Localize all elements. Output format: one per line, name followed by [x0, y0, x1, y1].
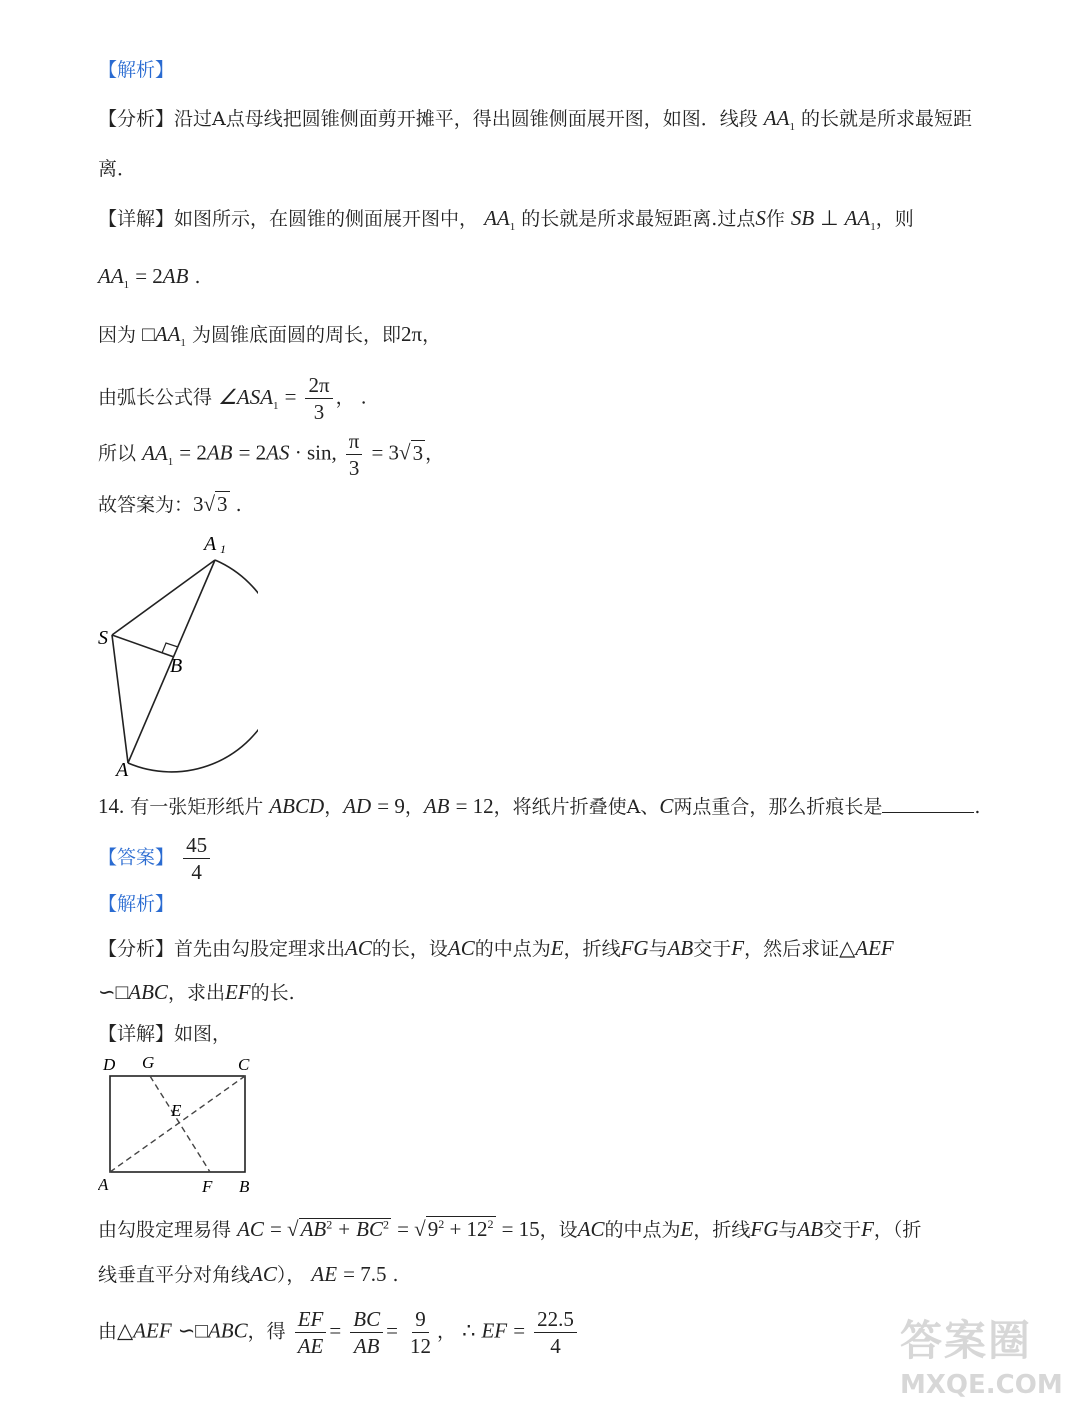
fold-line-FG — [150, 1076, 210, 1172]
label-B: B — [170, 655, 183, 677]
jiexi-heading: 【解析】 — [98, 59, 175, 81]
q14-jiexi-heading: 【解析】 — [98, 893, 175, 915]
rectangle-fold-figure — [98, 1050, 268, 1198]
q14-answer: 【答案】 $\frac{45}{4}$ — [98, 832, 213, 885]
fenxi-paragraph-cont: 离． — [98, 158, 137, 180]
final-line: 由△AEF ∽□ABC，得 $\frac{EF}{AE}$ = $\frac{BC}{AB}$ = $\frac{9}{12}$ ， ∴ EF = $\frac{22.5}{4}$ — [98, 1306, 580, 1359]
arc-line: 由弧长公式得 $\angle ASA_1$ = $\frac{2\pi}{3}$ ， . — [98, 373, 367, 424]
label-E: E — [171, 1101, 182, 1120]
label-A: A — [98, 1175, 109, 1194]
label-A1-subscript: 1 — [220, 542, 226, 556]
q14-xiangjie: 【详解】如图， — [98, 1023, 232, 1045]
label-B: B — [239, 1177, 250, 1196]
equation-aa1: $AA_1 = 2AB$ . — [98, 264, 201, 292]
answer-blank — [882, 792, 974, 813]
label-A: A — [204, 533, 217, 555]
chuizhi-line: 线垂直平分对角线AC）， AE = 7.5 . — [98, 1262, 399, 1286]
label-F: F — [202, 1177, 213, 1196]
label-C: C — [238, 1055, 250, 1074]
cone-development-figure — [98, 530, 258, 780]
label-G: G — [142, 1053, 155, 1072]
arc-AA1 — [128, 560, 258, 772]
label-A-bottom: A — [116, 759, 129, 780]
fenxi-paragraph: 【分析】沿过A点母线把圆锥侧面剪开摊平，得出圆锥侧面展开图，如图．线段 $AA_1$ 的长就是所求最短距 — [98, 106, 973, 134]
segment-SA — [112, 635, 128, 763]
diagonal-AC — [110, 1076, 245, 1172]
xiangjie-paragraph: 【详解】如图所示，在圆锥的侧面展开图中， $AA_1$ 的长就是所求最短距离.过点S作 SB ⊥ $AA_1$，则 — [98, 206, 914, 234]
label-S: S — [98, 627, 108, 649]
q14-question: 14. 有一张矩形纸片 ABCD，AD = 9，AB = 12，将纸片折叠使A、C两点重合，那么折痕长是 . — [98, 794, 981, 818]
because-line: 因为 $□AA_1$ 为圆锥底面圆的周长，即2π， — [98, 322, 442, 350]
gougu-line: 由勾股定理易得 AC = $√AB^2 + BC^2 = √9^2 + 12^2 = 15$，设AC的中点为E，折线FG与AB交于F，（折 — [98, 1217, 922, 1241]
watermark-logo: 答案圈 MXQE.COM — [900, 1316, 1063, 1400]
q14-fenxi-cont: ∽□ABC，求出EF的长. — [98, 980, 295, 1004]
so-line: 所以 $AA_1 = 2AB = 2AS \cdot \sin$, $\frac{\pi}{3}$ = 3√3 ， — [98, 429, 445, 480]
label-D: D — [103, 1055, 116, 1074]
q14-fenxi: 【分析】首先由勾股定理求出AC的长，设AC的中点为E，折线FG与AB交于F，然后求证△AEF — [98, 936, 894, 960]
answer-line: 故答案为：3√3 . — [98, 492, 242, 516]
